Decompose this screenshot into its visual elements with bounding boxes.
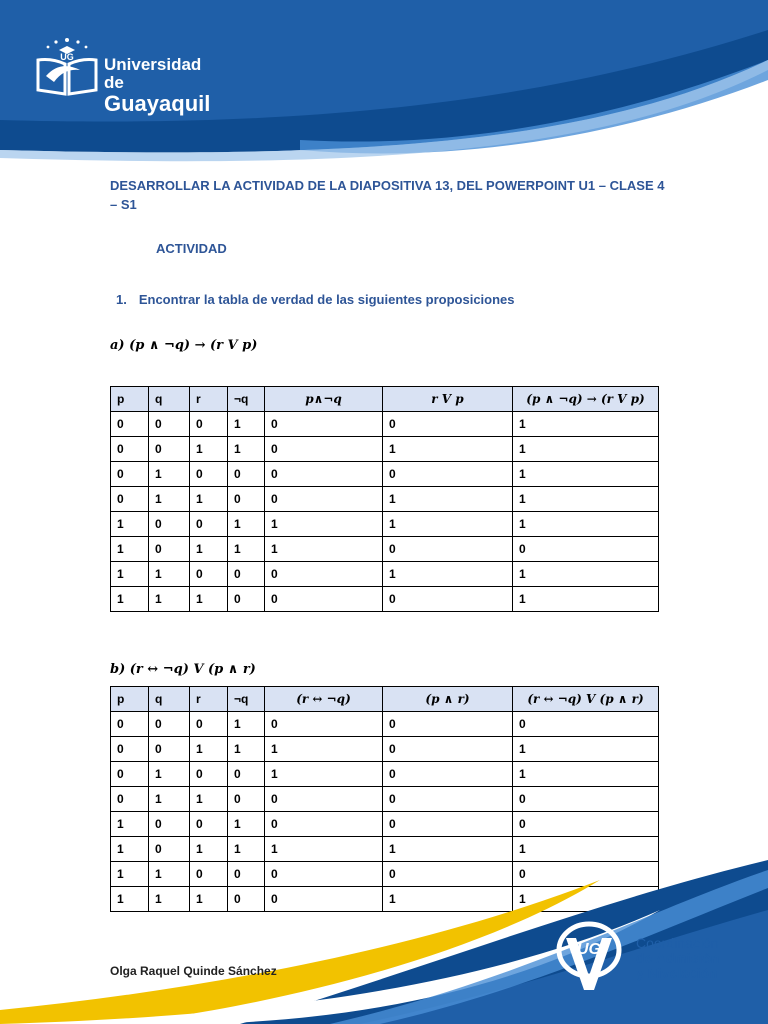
table-cell: 0 (190, 562, 228, 587)
table-cell: 0 (228, 762, 265, 787)
table-cell: 1 (111, 837, 149, 862)
table-cell: 1 (265, 537, 383, 562)
table-cell: 1 (111, 562, 149, 587)
table-row (111, 587, 659, 612)
table-cell: 1 (149, 787, 190, 812)
coord-mark-letters: UG (577, 941, 601, 958)
table-cell: 0 (265, 812, 383, 837)
table-cell: 0 (383, 737, 513, 762)
instruction-text: Encontrar la tabla de verdad de las siguientes proposiciones (138, 292, 515, 307)
table-cell: 1 (228, 512, 265, 537)
table-cell: 1 (513, 487, 659, 512)
table-row (111, 787, 659, 812)
university-name-line2: Guayaquil (104, 91, 211, 116)
table-cell: 0 (149, 537, 190, 562)
table-cell: 0 (383, 712, 513, 737)
table-row (111, 512, 659, 537)
table-cell: 0 (149, 437, 190, 462)
table-cell: 0 (383, 412, 513, 437)
table-cell: 1 (265, 837, 383, 862)
book-shield-icon (34, 30, 100, 96)
table-cell: 1 (190, 487, 228, 512)
table-cell: 0 (228, 887, 265, 912)
table-cell: 0 (228, 562, 265, 587)
column-header: r (190, 687, 228, 712)
instruction (116, 292, 515, 307)
table-row (111, 412, 659, 437)
table-cell: 0 (190, 712, 228, 737)
column-header: q (149, 387, 190, 412)
table-cell: 1 (513, 737, 659, 762)
table-cell: 1 (149, 462, 190, 487)
coordination-logo (554, 920, 754, 1000)
column-header: q (149, 687, 190, 712)
table-cell: 0 (265, 862, 383, 887)
table-cell: 1 (111, 887, 149, 912)
table-cell: 0 (265, 787, 383, 812)
table-cell: 0 (149, 837, 190, 862)
table-cell: 0 (513, 812, 659, 837)
table-cell: 1 (513, 412, 659, 437)
table-cell: 0 (265, 562, 383, 587)
table-cell: 0 (190, 862, 228, 887)
table-cell: 0 (265, 587, 383, 612)
table-row (111, 737, 659, 762)
table-cell: 1 (228, 737, 265, 762)
table-cell: 1 (383, 887, 513, 912)
table-header-row (111, 387, 659, 412)
table-cell: 1 (149, 587, 190, 612)
university-logo (34, 30, 224, 116)
table-cell: 1 (383, 562, 513, 587)
table-cell: 0 (383, 762, 513, 787)
table-cell: 1 (190, 737, 228, 762)
column-header: r V p (383, 387, 513, 412)
table-cell: 0 (111, 437, 149, 462)
coord-line1: Coordinación (636, 935, 719, 951)
table-cell: 0 (149, 512, 190, 537)
table-cell: 0 (111, 762, 149, 787)
table-cell: 1 (513, 512, 659, 537)
table-cell: 0 (228, 587, 265, 612)
table-cell: 0 (149, 412, 190, 437)
table-cell: 0 (383, 587, 513, 612)
table-cell: 0 (190, 812, 228, 837)
column-header: p (111, 687, 149, 712)
column-header: ¬q (228, 687, 265, 712)
table-cell: 0 (383, 462, 513, 487)
table-cell: 1 (111, 862, 149, 887)
table-cell: 0 (265, 462, 383, 487)
logo-mark-letters: UG (60, 52, 74, 62)
table-cell: 0 (383, 812, 513, 837)
table-row (111, 562, 659, 587)
table-cell: 0 (190, 412, 228, 437)
table-cell: 0 (190, 512, 228, 537)
column-header: r (190, 387, 228, 412)
table-cell: 0 (228, 862, 265, 887)
coordination-name (636, 936, 720, 981)
table-cell: 0 (228, 462, 265, 487)
table-cell: 1 (383, 512, 513, 537)
column-header: (r ↔ ¬q) (265, 687, 383, 712)
table-cell: 0 (149, 812, 190, 837)
table-row (111, 712, 659, 737)
table-cell: 0 (190, 762, 228, 787)
author-name: Olga Raquel Quinde Sánchez (110, 964, 277, 978)
ug-shield-icon (554, 920, 624, 994)
table-cell: 1 (111, 512, 149, 537)
table-cell: 0 (513, 862, 659, 887)
table-cell: 1 (190, 887, 228, 912)
table-cell: 0 (111, 712, 149, 737)
table-cell: 1 (513, 762, 659, 787)
table-row (111, 487, 659, 512)
table-row (111, 437, 659, 462)
table-cell: 0 (149, 737, 190, 762)
table-cell: 1 (149, 762, 190, 787)
table-cell: 1 (513, 437, 659, 462)
table-cell: 1 (149, 562, 190, 587)
instruction-number: 1. (116, 292, 127, 307)
table-cell: 1 (513, 837, 659, 862)
formula-a-label: a) (p ∧ ¬q) → (r V p) (110, 338, 258, 353)
table-cell: 0 (383, 787, 513, 812)
formula-b-label: b) (r ↔ ¬q) V (p ∧ r) (110, 662, 256, 677)
table-cell: 0 (513, 787, 659, 812)
table-cell: 1 (265, 762, 383, 787)
table-cell: 0 (513, 712, 659, 737)
table-cell: 1 (513, 462, 659, 487)
university-name-line1: Universidad de (104, 55, 202, 92)
table-cell: 1 (228, 537, 265, 562)
coord-line2: de Admisión (636, 950, 720, 966)
table-cell: 0 (383, 862, 513, 887)
table-cell: 0 (111, 737, 149, 762)
table-cell: 1 (190, 537, 228, 562)
table-cell: 1 (513, 887, 659, 912)
table-cell: 1 (149, 862, 190, 887)
table-row (111, 812, 659, 837)
table-cell: 0 (265, 412, 383, 437)
table-cell: 1 (228, 812, 265, 837)
column-header: p (111, 387, 149, 412)
table-cell: 0 (383, 537, 513, 562)
table-cell: 1 (190, 437, 228, 462)
table-cell: 0 (265, 887, 383, 912)
table-cell: 1 (228, 837, 265, 862)
table-cell: 1 (190, 587, 228, 612)
table-cell: 0 (228, 787, 265, 812)
column-header: p∧¬q (265, 387, 383, 412)
activity-title: ACTIVIDAD (156, 241, 227, 256)
table-row (111, 537, 659, 562)
table-cell: 0 (265, 712, 383, 737)
table-cell: 1 (228, 412, 265, 437)
table-cell: 0 (513, 537, 659, 562)
table-cell: 1 (383, 437, 513, 462)
table-cell: 0 (228, 487, 265, 512)
table-header-row (111, 687, 659, 712)
table-cell: 1 (111, 537, 149, 562)
table-cell: 0 (111, 412, 149, 437)
table-cell: 1 (265, 512, 383, 537)
column-header: ¬q (228, 387, 265, 412)
column-header: (r ↔ ¬q) V (p ∧ r) (513, 687, 659, 712)
table-cell: 1 (383, 837, 513, 862)
table-cell: 0 (265, 487, 383, 512)
table-cell: 1 (228, 437, 265, 462)
table-cell: 0 (111, 487, 149, 512)
table-cell: 0 (149, 712, 190, 737)
table-cell: 1 (190, 837, 228, 862)
table-cell: 0 (190, 462, 228, 487)
coord-line3: y Nivelación (636, 965, 718, 981)
page-heading: DESARROLLAR LA ACTIVIDAD DE LA DIAPOSITIVA 13, DEL POWERPOINT U1 – CLASE 4 – S1 (110, 178, 665, 212)
table-cell: 1 (513, 587, 659, 612)
table-cell: 1 (149, 487, 190, 512)
university-name (104, 56, 224, 116)
table-cell: 1 (265, 737, 383, 762)
table-cell: 1 (111, 812, 149, 837)
table-cell: 0 (265, 437, 383, 462)
table-cell: 1 (383, 487, 513, 512)
table-row (111, 462, 659, 487)
column-header: (p ∧ r) (383, 687, 513, 712)
table-cell: 1 (228, 712, 265, 737)
table-cell: 0 (111, 787, 149, 812)
table-cell: 1 (513, 562, 659, 587)
table-row (111, 762, 659, 787)
table-cell: 1 (111, 587, 149, 612)
table-cell: 1 (149, 887, 190, 912)
table-cell: 1 (190, 787, 228, 812)
table-cell: 0 (111, 462, 149, 487)
column-header: (p ∧ ¬q) → (r V p) (513, 387, 659, 412)
truth-table-a (110, 386, 659, 612)
